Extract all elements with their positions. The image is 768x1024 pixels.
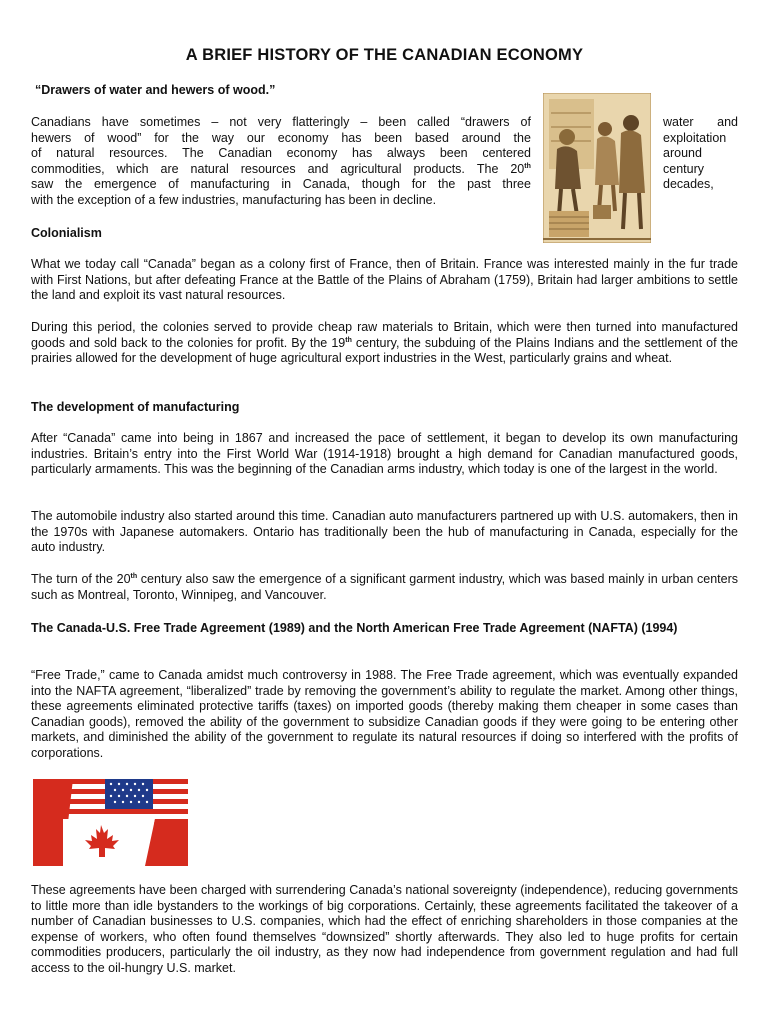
intro-word: The	[182, 146, 204, 161]
free-trade-paragraph-2: These agreements have been charged with surrendering Canada’s national sovereignty (independence), reducing governments to little more than idle bystanders to the workings of big corporations. Certainly, these agreements facilitated the takeover of a number of Canadian businesses to U.S. companies, which had the effect of enriching shareholders in those companies at the expense of workers, who often found themselves “downsized” shortly afterwards. They also led to huge profits for certain commodities producers, particularly the oil industry, as they now had independence from government regulation and had full access to the oil-hungry U.S. market.	[31, 883, 738, 975]
manufacturing-paragraph-2: The automobile industry also started around this time. Canadian auto manufacturers partnered up with U.S. automakers, then in the 1970s with Japanese automakers. Ontario has traditionally been the hub of manufacturing in Canada, especially for the auto industry.	[31, 509, 738, 555]
intro-word: decades,	[663, 177, 714, 192]
intro-word: hewers	[31, 130, 72, 145]
fur-trade-illustration	[543, 93, 651, 243]
intro-word: the	[64, 177, 83, 192]
intro-word: “drawers	[460, 115, 510, 129]
intro-word: Canada,	[302, 177, 351, 192]
intro-word: around	[461, 130, 501, 145]
intro-word: –	[360, 115, 368, 129]
intro-word: called	[417, 115, 450, 129]
intro-word: resources	[240, 161, 296, 176]
intro-word: past	[467, 177, 491, 192]
intro-word: three	[502, 177, 531, 192]
intro-word: of	[520, 115, 531, 129]
intro-word: wood”	[107, 130, 142, 145]
intro-word: 20th	[510, 161, 531, 176]
free-trade-paragraph-1: “Free Trade,” came to Canada amidst much controversy in 1988. The Free Trade agreement, which was eventually expanded into the NAFTA agreement, “liberalized” trade by removing the government’s ability to regulate the market. Among other things, these agreements eliminated protective tariffs (taxes) on imported goods (thereby making them cheaper in some cases than Canadian goods), removed the ability of the government to subsidize Canadian goods if they were going to be entering other markets, and diminished the ability of the government to regulate its natural resources if doing so interfered with the profits of corporations.	[31, 668, 738, 760]
intro-word: are	[160, 161, 179, 176]
quote-subtitle: “Drawers of water and hewers of wood.”	[35, 83, 276, 97]
intro-word: way	[211, 130, 235, 145]
intro-word: have	[101, 115, 129, 129]
intro-word: the	[513, 130, 531, 145]
intro-word: very	[257, 115, 282, 129]
intro-line-left	[31, 162, 531, 178]
intro-line-left	[31, 177, 531, 193]
intro-word: commodities,	[31, 161, 105, 176]
intro-word: which	[116, 161, 149, 176]
intro-word: always	[386, 146, 426, 161]
intro-word: exploitation	[663, 130, 727, 145]
intro-word: emergence	[94, 177, 157, 192]
intro-line-left	[31, 115, 531, 131]
superscript: th	[524, 162, 531, 170]
intro-line-right	[663, 146, 738, 162]
colonialism-paragraph-2: During this period, the colonies served to provide cheap raw materials to Britain, which were then turned into manufactured goods and sold back to the colonies for profit. By the 19th century, the subduing of the Plains Indians and the settlement of the prairies allowed for the development of huge agricultural export industries in the West, particularly grains and wheat.	[31, 320, 738, 366]
intro-word: of	[31, 146, 42, 161]
intro-word: flatteringly	[292, 115, 350, 129]
intro-line-right	[663, 115, 738, 131]
intro-word: saw	[31, 177, 54, 192]
canada-us-flag-image	[33, 779, 188, 866]
intro-word: of	[168, 177, 179, 192]
intro-line-right	[663, 177, 738, 193]
intro-word: not	[229, 115, 247, 129]
intro-line-right	[663, 131, 738, 147]
heading-free-trade: The Canada-U.S. Free Trade Agreement (1989) and the North American Free Trade Agreement (NAFTA) (1994)	[31, 621, 678, 635]
heading-colonialism: Colonialism	[31, 226, 102, 240]
intro-word: has	[352, 146, 373, 161]
intro-word: The	[476, 161, 499, 176]
intro-word: centered	[482, 146, 531, 161]
intro-word: been	[378, 115, 407, 129]
intro-word: economy	[277, 130, 329, 145]
intro-word: for	[411, 177, 427, 192]
intro-word: for	[154, 130, 169, 145]
intro-word: water	[663, 115, 694, 129]
colonialism-paragraph-1: What we today call “Canada” began as a colony first of France, then of Britain. France was interested mainly in the fur trade with First Nations, but after defeating France at the Battle of the Plains of Abraham (1759), Britain had larger ambitions to settle the land and exploit its vast natural resources.	[31, 257, 738, 303]
intro-word: natural	[190, 161, 229, 176]
manufacturing-paragraph-3: The turn of the 20th century also saw the emergence of a significant garment industry, which was based mainly in urban centers such as Montreal, Toronto, Winnipeg, and Vancouver.	[31, 572, 738, 602]
intro-word: though	[361, 177, 400, 192]
page-title: A BRIEF HISTORY OF THE CANADIAN ECONOMY	[185, 46, 584, 64]
intro-word: century	[663, 161, 704, 176]
intro-word: the	[437, 177, 456, 192]
intro-word: products.	[413, 161, 465, 176]
intro-word: around	[663, 146, 702, 161]
intro-word: of	[84, 130, 95, 145]
intro-word: resources.	[109, 146, 168, 161]
intro-word: and	[307, 161, 329, 176]
intro-word: based	[414, 130, 449, 145]
intro-word: Canadian	[218, 146, 272, 161]
intro-line-text: with the exception of a few industries, manufacturing has been in decline.	[31, 192, 437, 207]
intro-word: agricultural	[340, 161, 402, 176]
intro-word: sometimes	[139, 115, 201, 129]
intro-word: been	[439, 146, 468, 161]
intro-line-right	[663, 162, 738, 178]
intro-word: our	[246, 130, 265, 145]
intro-word: in	[281, 177, 292, 192]
heading-manufacturing: The development of manufacturing	[31, 400, 240, 414]
intro-word: natural	[56, 146, 95, 161]
manufacturing-paragraph-1: After “Canada” came into being in 1867 and increased the pace of settlement, it began to develop its own manufacturing industries. Britain’s entry into the First World War (1914-1918) brought a high demand for Canadian manufactured goods, particularly armaments. This was the beginning of the Canadian arms industry, which today is one of the largest in the world.	[31, 431, 738, 477]
intro-word: and	[717, 115, 738, 129]
intro-word: Canadians	[31, 115, 91, 129]
intro-word: the	[181, 130, 200, 145]
intro-line-left	[31, 146, 531, 162]
intro-word: manufacturing	[190, 177, 270, 192]
intro-line-left	[31, 131, 531, 147]
intro-word: economy	[286, 146, 338, 161]
intro-word: –	[211, 115, 219, 129]
intro-word: has	[341, 130, 362, 145]
intro-word: been	[374, 130, 403, 145]
